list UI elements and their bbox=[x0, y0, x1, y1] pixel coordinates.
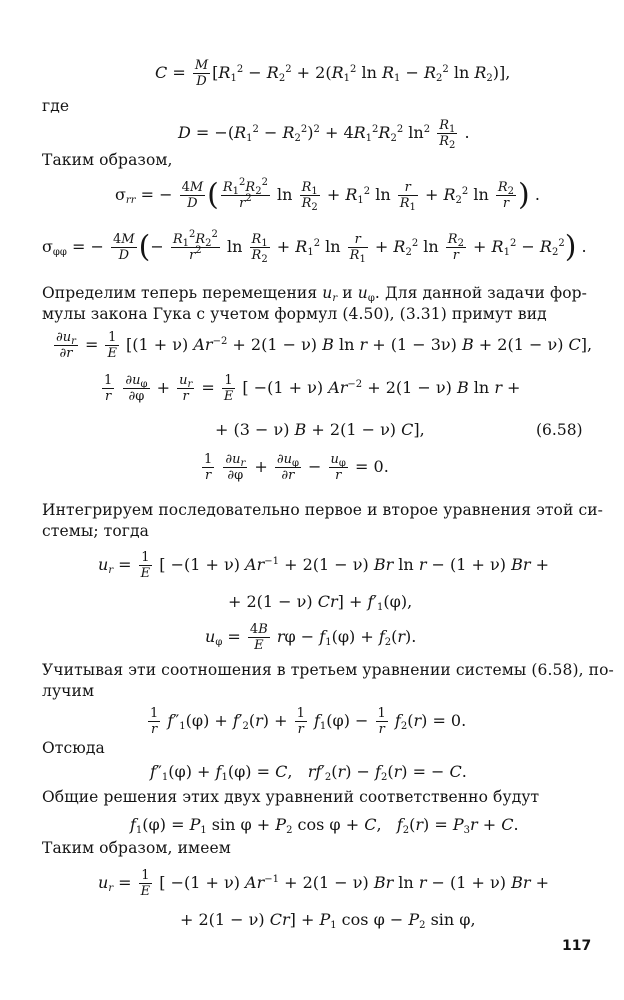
equation-sigma-phiphi: $\sigma_{\varphi\varphi}$ = − $\frac{4M}{D}$ (− $\frac{R_1^2R_2^2}{r^2}$ ln $\frac{R_1}{R_2}$ + $R_1^2$ ln $\frac{r}{R_1}$ + $R_2^2$ ln $\frac{R_2}{r}$ + $R_1^2 - R_2^2$) . bbox=[42, 229, 587, 265]
equation-ur-final-cont: + 2(1 − ν) $Cr] + P_1$ $\cos \varphi - P_2$ sin φ, bbox=[180, 910, 476, 931]
text-uchit-line1: Учитывая эти соотношения в третьем уравнении системы (6.58), по- bbox=[42, 661, 614, 679]
equation-number: (6.58) bbox=[536, 421, 583, 439]
text-uchit-line2: лучим bbox=[42, 682, 95, 700]
text-opredelim-line2: мулы закона Гука с учетом формул (4.50), (3.31) примут вид bbox=[42, 305, 547, 323]
equation-hooke-3: $\frac{1}{r}$ $\frac{\partial u_r}{\partial\varphi}$ + $\frac{\partial u_\varphi}{\partial r}$ − $\frac{u_\varphi}{r}$ = 0. bbox=[204, 452, 389, 483]
equation-hooke-2-cont: + (3 − ν) B + 2(1 − ν) C], bbox=[215, 420, 425, 439]
equation-sigma-rr: $\sigma_{rr}$ = − $\frac{4M}{D}$ ( $\frac{R_1^2R_2^2}{r^2}$ ln $\frac{R_1}{R_2}$ + $R_1^2$ ln $\frac{r}{R_1}$ + $R_2^2$ ln $\frac{R_2}{r}$ ) . bbox=[115, 177, 540, 213]
text-integr-line1: Интегрируем последовательно первое и второе уравнения этой си- bbox=[42, 501, 603, 519]
equation-ur-1-cont: + 2(1 − ν) $Cr] + f'_1(\varphi)$, bbox=[228, 592, 413, 613]
equation-d: $D = -(R_1^2 - R_2^2)^2 + 4R_1^2R_2^2$ $\ln^2$ $\frac{R_1}{R_2}$ . bbox=[178, 118, 470, 151]
text-otsyuda: Отсюда bbox=[42, 739, 105, 757]
text-gde: где bbox=[42, 97, 70, 115]
equation-uphi: $u_\varphi$ = $\frac{4B}{E}$ $r\varphi - f_1(\varphi) + f_2(r)$. bbox=[205, 622, 417, 653]
equation-hooke-1: $\frac{\partial u_r}{\partial r}$ = $\frac{1}{E}$ [(1 + ν) $Ar^{-2} + 2(1 - \nu)$ B ln r + (1 − 3ν) B + 2(1 − ν) C], bbox=[56, 330, 593, 361]
paragraph-opredelim-line1: Определим теперь перемещения $u_r$ и $u_\varphi$. Для данной задачи фор- bbox=[42, 284, 587, 304]
text-obshie: Общие решения этих двух уравнений соответственно будут bbox=[42, 788, 540, 806]
equation-c: C = $\frac{M}{D}$ [$R_1^2 - R_2^2 + 2(R_1^2$ $\ln R_1 - R_2^2$ $\ln R_2$)], bbox=[155, 58, 511, 89]
equation-general-solutions: $f_1(\varphi) = P_1$ $\sin \varphi + P_2$ cos φ + C, $f_2(r) = P_3r + C$. bbox=[130, 815, 519, 836]
text-opredelim-a: Определим теперь перемещения bbox=[42, 284, 318, 302]
equation-f-sum: $\frac{1}{r}$ $f''_1(\varphi) + f'_2(r)$ + $\frac{1}{r}$ $f_1(\varphi)$ − $\frac{1}{r}$ $f_2(r) = 0$. bbox=[150, 706, 467, 737]
text-opredelim-b: Для данной задачи фор- bbox=[384, 284, 587, 302]
equation-otsyuda: $f''_1(\varphi) + f_1(\varphi) = C$, $rf'_2(r) - f_2(r)$ = − C. bbox=[150, 762, 467, 783]
equation-ur-final: $u_r$ = $\frac{1}{E}$ [ −(1 + ν) $Ar^{-1} + 2(1 - \nu)$ Br ln r − (1 + ν) Br + bbox=[98, 868, 550, 899]
page-number: 117 bbox=[562, 938, 592, 954]
equation-hooke-2: $\frac{1}{r}$ $\frac{\partial u_\varphi}{\partial\varphi}$ + $\frac{u_r}{r}$ = $\frac{1}{E}$ [ −(1 + ν) $Ar^{-2} + 2(1 - \nu)$ B ln r + bbox=[104, 373, 521, 404]
text-takim-1: Таким образом, bbox=[42, 151, 173, 169]
text-integr-line2: стемы; тогда bbox=[42, 522, 149, 540]
text-takim-2: Таким образом, имеем bbox=[42, 839, 231, 857]
equation-ur-1: $u_r$ = $\frac{1}{E}$ [ −(1 + ν) $Ar^{-1} + 2(1 - \nu)$ Br ln r − (1 + ν) Br + bbox=[98, 550, 550, 581]
